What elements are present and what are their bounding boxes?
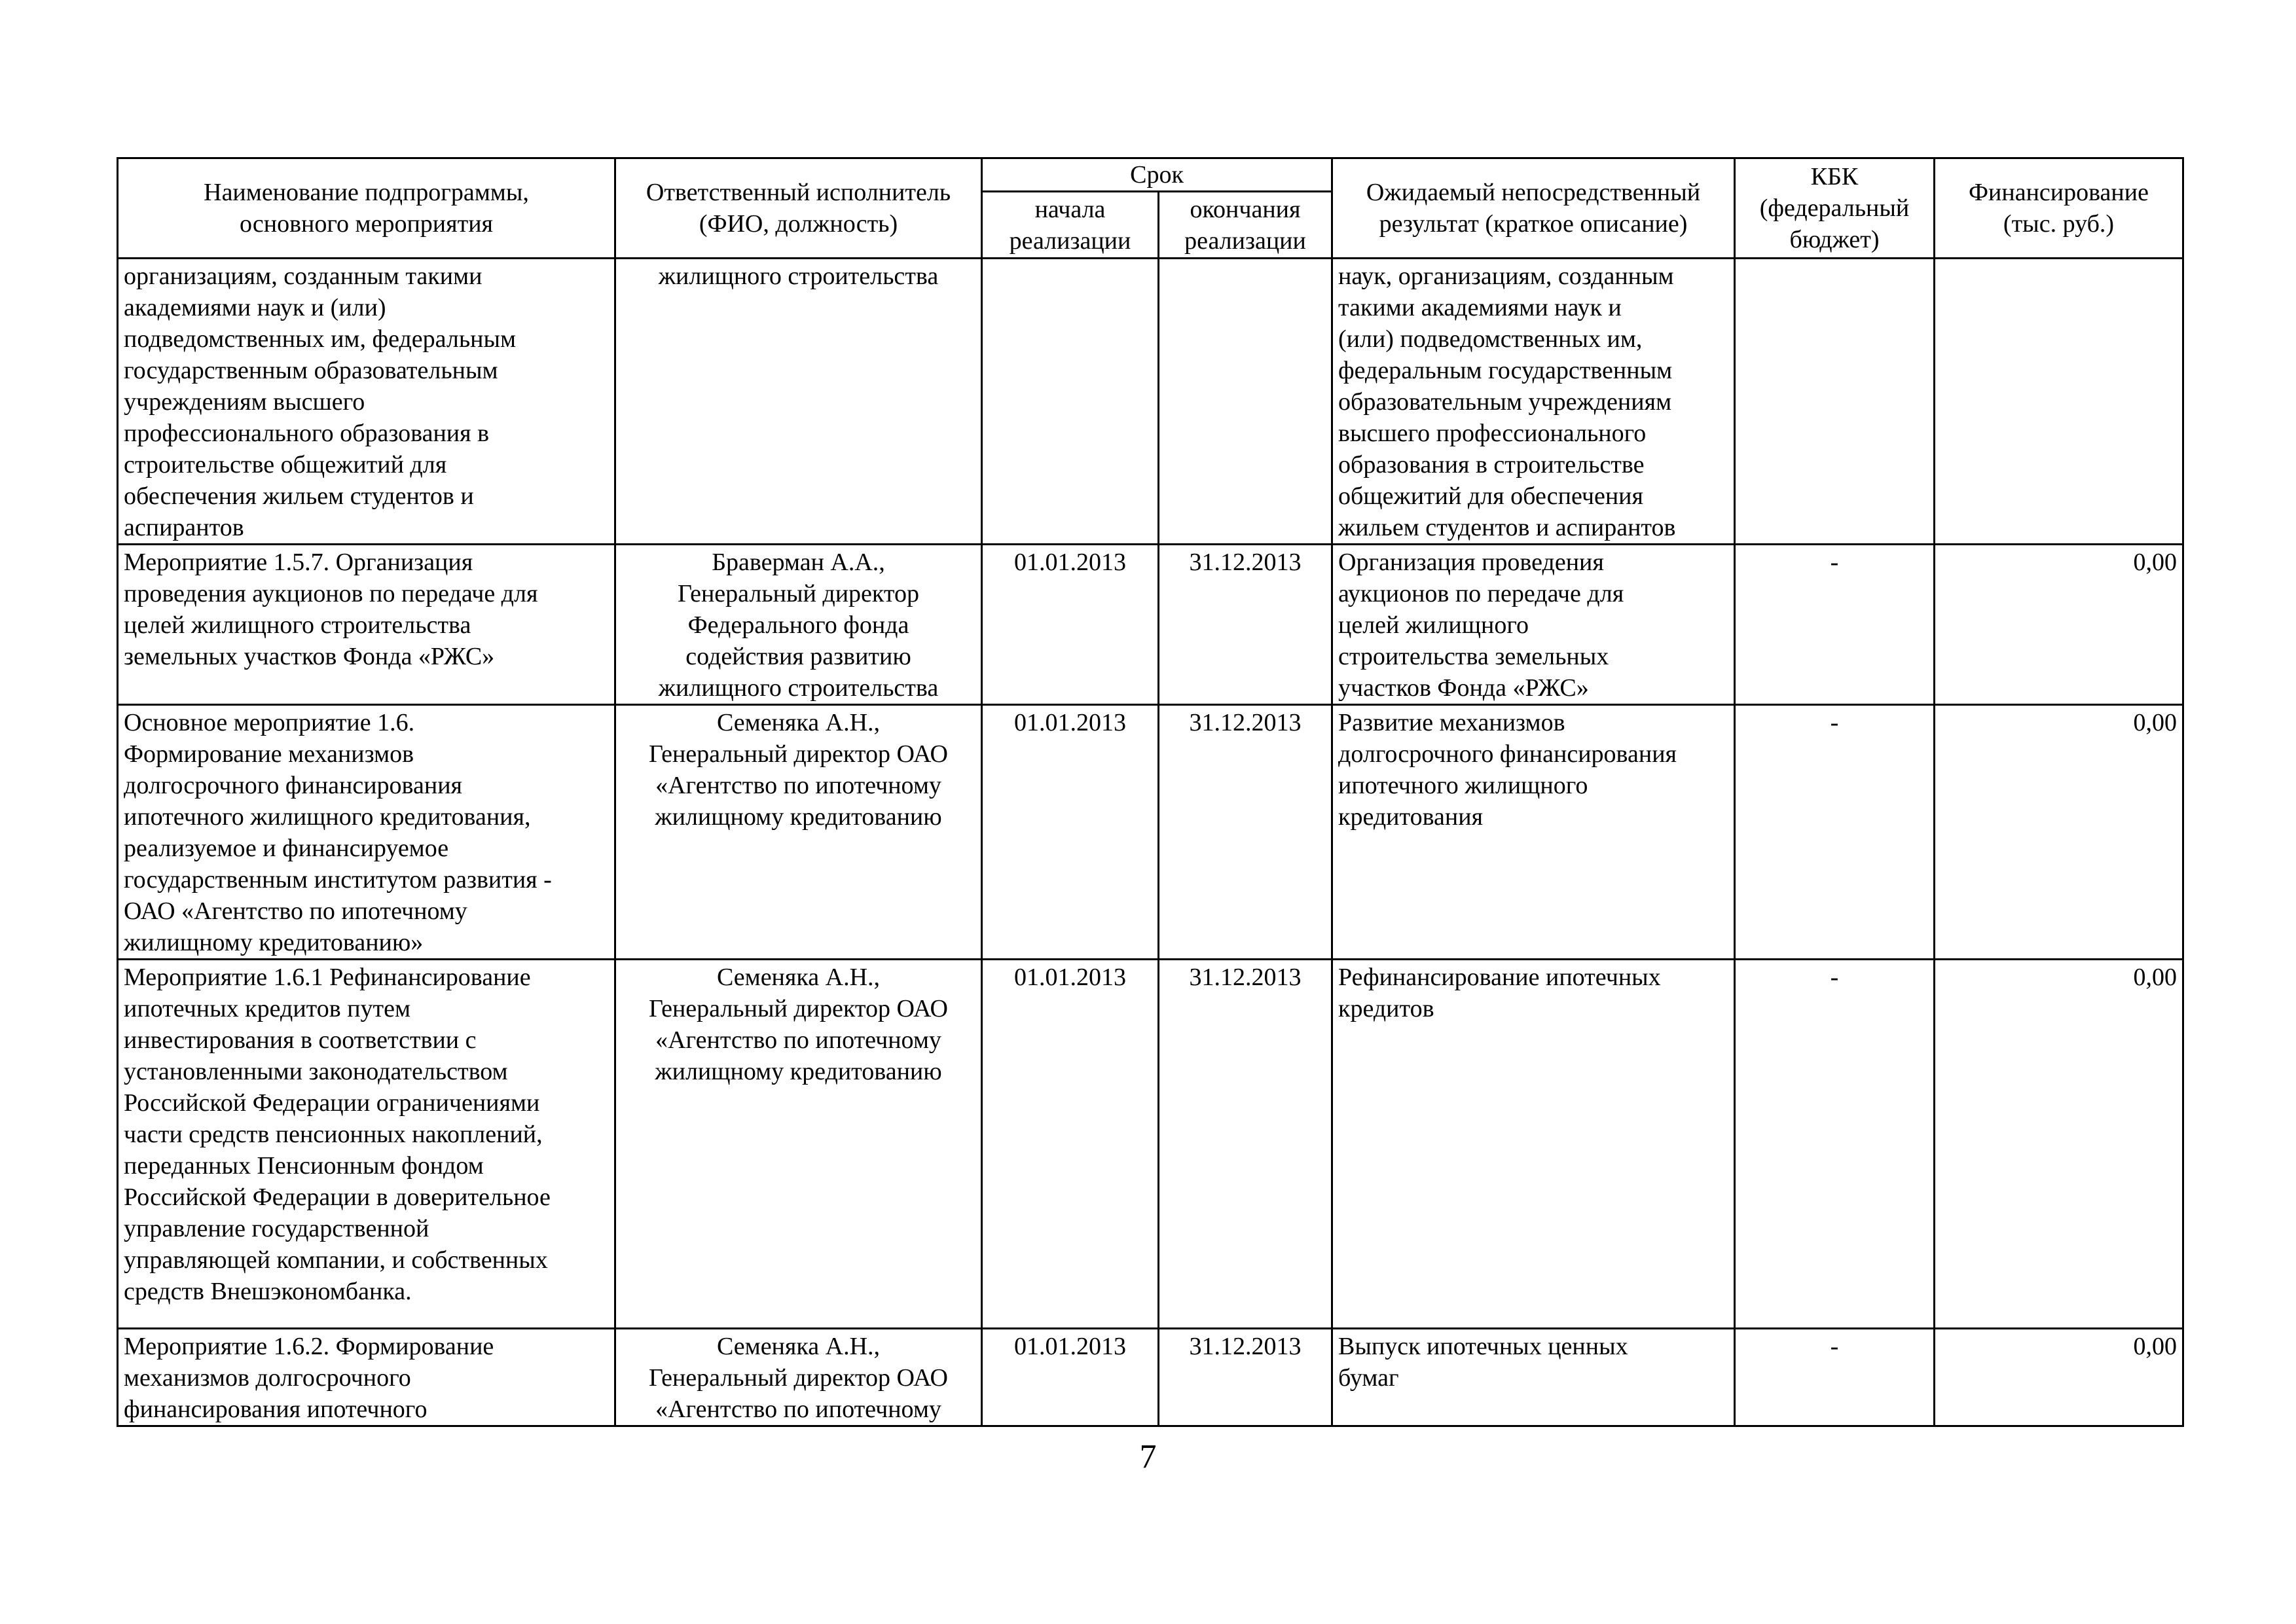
header-financing: Финансирование (тыс. руб.) (1935, 158, 2183, 259)
end-date-cell: 31.12.2013 (1159, 705, 1332, 960)
executor-cell: жилищного строительства (615, 259, 982, 545)
executor-cell: Семеняка А.Н., Генеральный директор ОАО «Агентство по ипотечному жилищному кредитованию (615, 960, 982, 1329)
end-date-cell (1159, 259, 1332, 545)
measure-name-cell: Основное мероприятие 1.6. Формирование механизмов долгосрочного финансирования ипотечного жилищного кредитования, реализуемое и финансируемое государственным институтом развития - ОАО «Агентство по ипотечному жилищному кредитованию» (118, 705, 615, 960)
financing-cell: 0,00 (1935, 705, 2183, 960)
table-header (118, 158, 2183, 259)
result-cell: Развитие механизмов долгосрочного финансирования ипотечного жилищного кредитования (1332, 705, 1735, 960)
measure-name-cell: Мероприятие 1.6.2. Формирование механизмов долгосрочного финансирования ипотечного (118, 1329, 615, 1426)
kbk-cell: - (1735, 705, 1935, 960)
end-date-cell: 31.12.2013 (1159, 1329, 1332, 1426)
kbk-cell (1735, 259, 1935, 545)
table-row (118, 1329, 2183, 1426)
kbk-cell: - (1735, 960, 1935, 1329)
table-row (118, 705, 2183, 960)
executor-cell: Семеняка А.Н., Генеральный директор ОАО «Агентство по ипотечному (615, 1329, 982, 1426)
header-term: Срок (982, 158, 1332, 192)
result-cell: наук, организациям, созданным такими академиями наук и (или) подведомственных им, федеральным государственным образовательным учреждениям высшего профессионального образования в строительстве общежитий для обеспечения жильем студентов и аспирантов (1332, 259, 1735, 545)
measure-name-cell: Мероприятие 1.5.7. Организация проведения аукционов по передаче для целей жилищного строительства земельных участков Фонда «РЖС» (118, 545, 615, 705)
measure-name-cell: Мероприятие 1.6.1 Рефинансирование ипотечных кредитов путем инвестирования в соответствии с установленными законодательством Российской Федерации ограничениями части средств пенсионных накоплений, переданных Пенсионным фондом Российской Федерации в доверительное управление государственной управляющей компании, и собственных средств Внешэкономбанка. (118, 960, 615, 1329)
kbk-cell: - (1735, 1329, 1935, 1426)
kbk-cell: - (1735, 545, 1935, 705)
result-cell: Организация проведения аукционов по передаче для целей жилищного строительства земельных участков Фонда «РЖС» (1332, 545, 1735, 705)
measure-name-cell: организациям, созданным такими академиями наук и (или) подведомственных им, федеральным государственным образовательным учреждениям высшего профессионального образования в строительстве общежитий для обеспечения жильем студентов и аспирантов (118, 259, 615, 545)
table-row (118, 960, 2183, 1329)
result-cell: Выпуск ипотечных ценных бумаг (1332, 1329, 1735, 1426)
header-executor: Ответственный исполнитель (ФИО, должность) (615, 158, 982, 259)
table-row (118, 259, 2183, 545)
start-date-cell: 01.01.2013 (982, 545, 1159, 705)
start-date-cell: 01.01.2013 (982, 960, 1159, 1329)
result-cell: Рефинансирование ипотечных кредитов (1332, 960, 1735, 1329)
page-number: 7 (1139, 1438, 1157, 1475)
end-date-cell: 31.12.2013 (1159, 960, 1332, 1329)
table-row (118, 545, 2183, 705)
header-result: Ожидаемый непосредственный результат (краткое описание) (1332, 158, 1735, 259)
header-name: Наименование подпрограммы, основного мероприятия (118, 158, 615, 259)
financing-cell: 0,00 (1935, 1329, 2183, 1426)
start-date-cell: 01.01.2013 (982, 705, 1159, 960)
header-end: окончания реализации (1159, 192, 1332, 259)
header-kbk: КБК (федеральный бюджет) (1735, 158, 1935, 259)
program-measures-table (117, 157, 2184, 1427)
executor-cell: Браверман А.А., Генеральный директор Федерального фонда содействия развитию жилищного строительства (615, 545, 982, 705)
executor-cell: Семеняка А.Н., Генеральный директор ОАО «Агентство по ипотечному жилищному кредитованию (615, 705, 982, 960)
start-date-cell: 01.01.2013 (982, 1329, 1159, 1426)
header-start: начала реализации (982, 192, 1159, 259)
financing-cell: 0,00 (1935, 960, 2183, 1329)
table-body (118, 259, 2183, 1426)
financing-cell: 0,00 (1935, 545, 2183, 705)
start-date-cell (982, 259, 1159, 545)
financing-cell (1935, 259, 2183, 545)
end-date-cell: 31.12.2013 (1159, 545, 1332, 705)
